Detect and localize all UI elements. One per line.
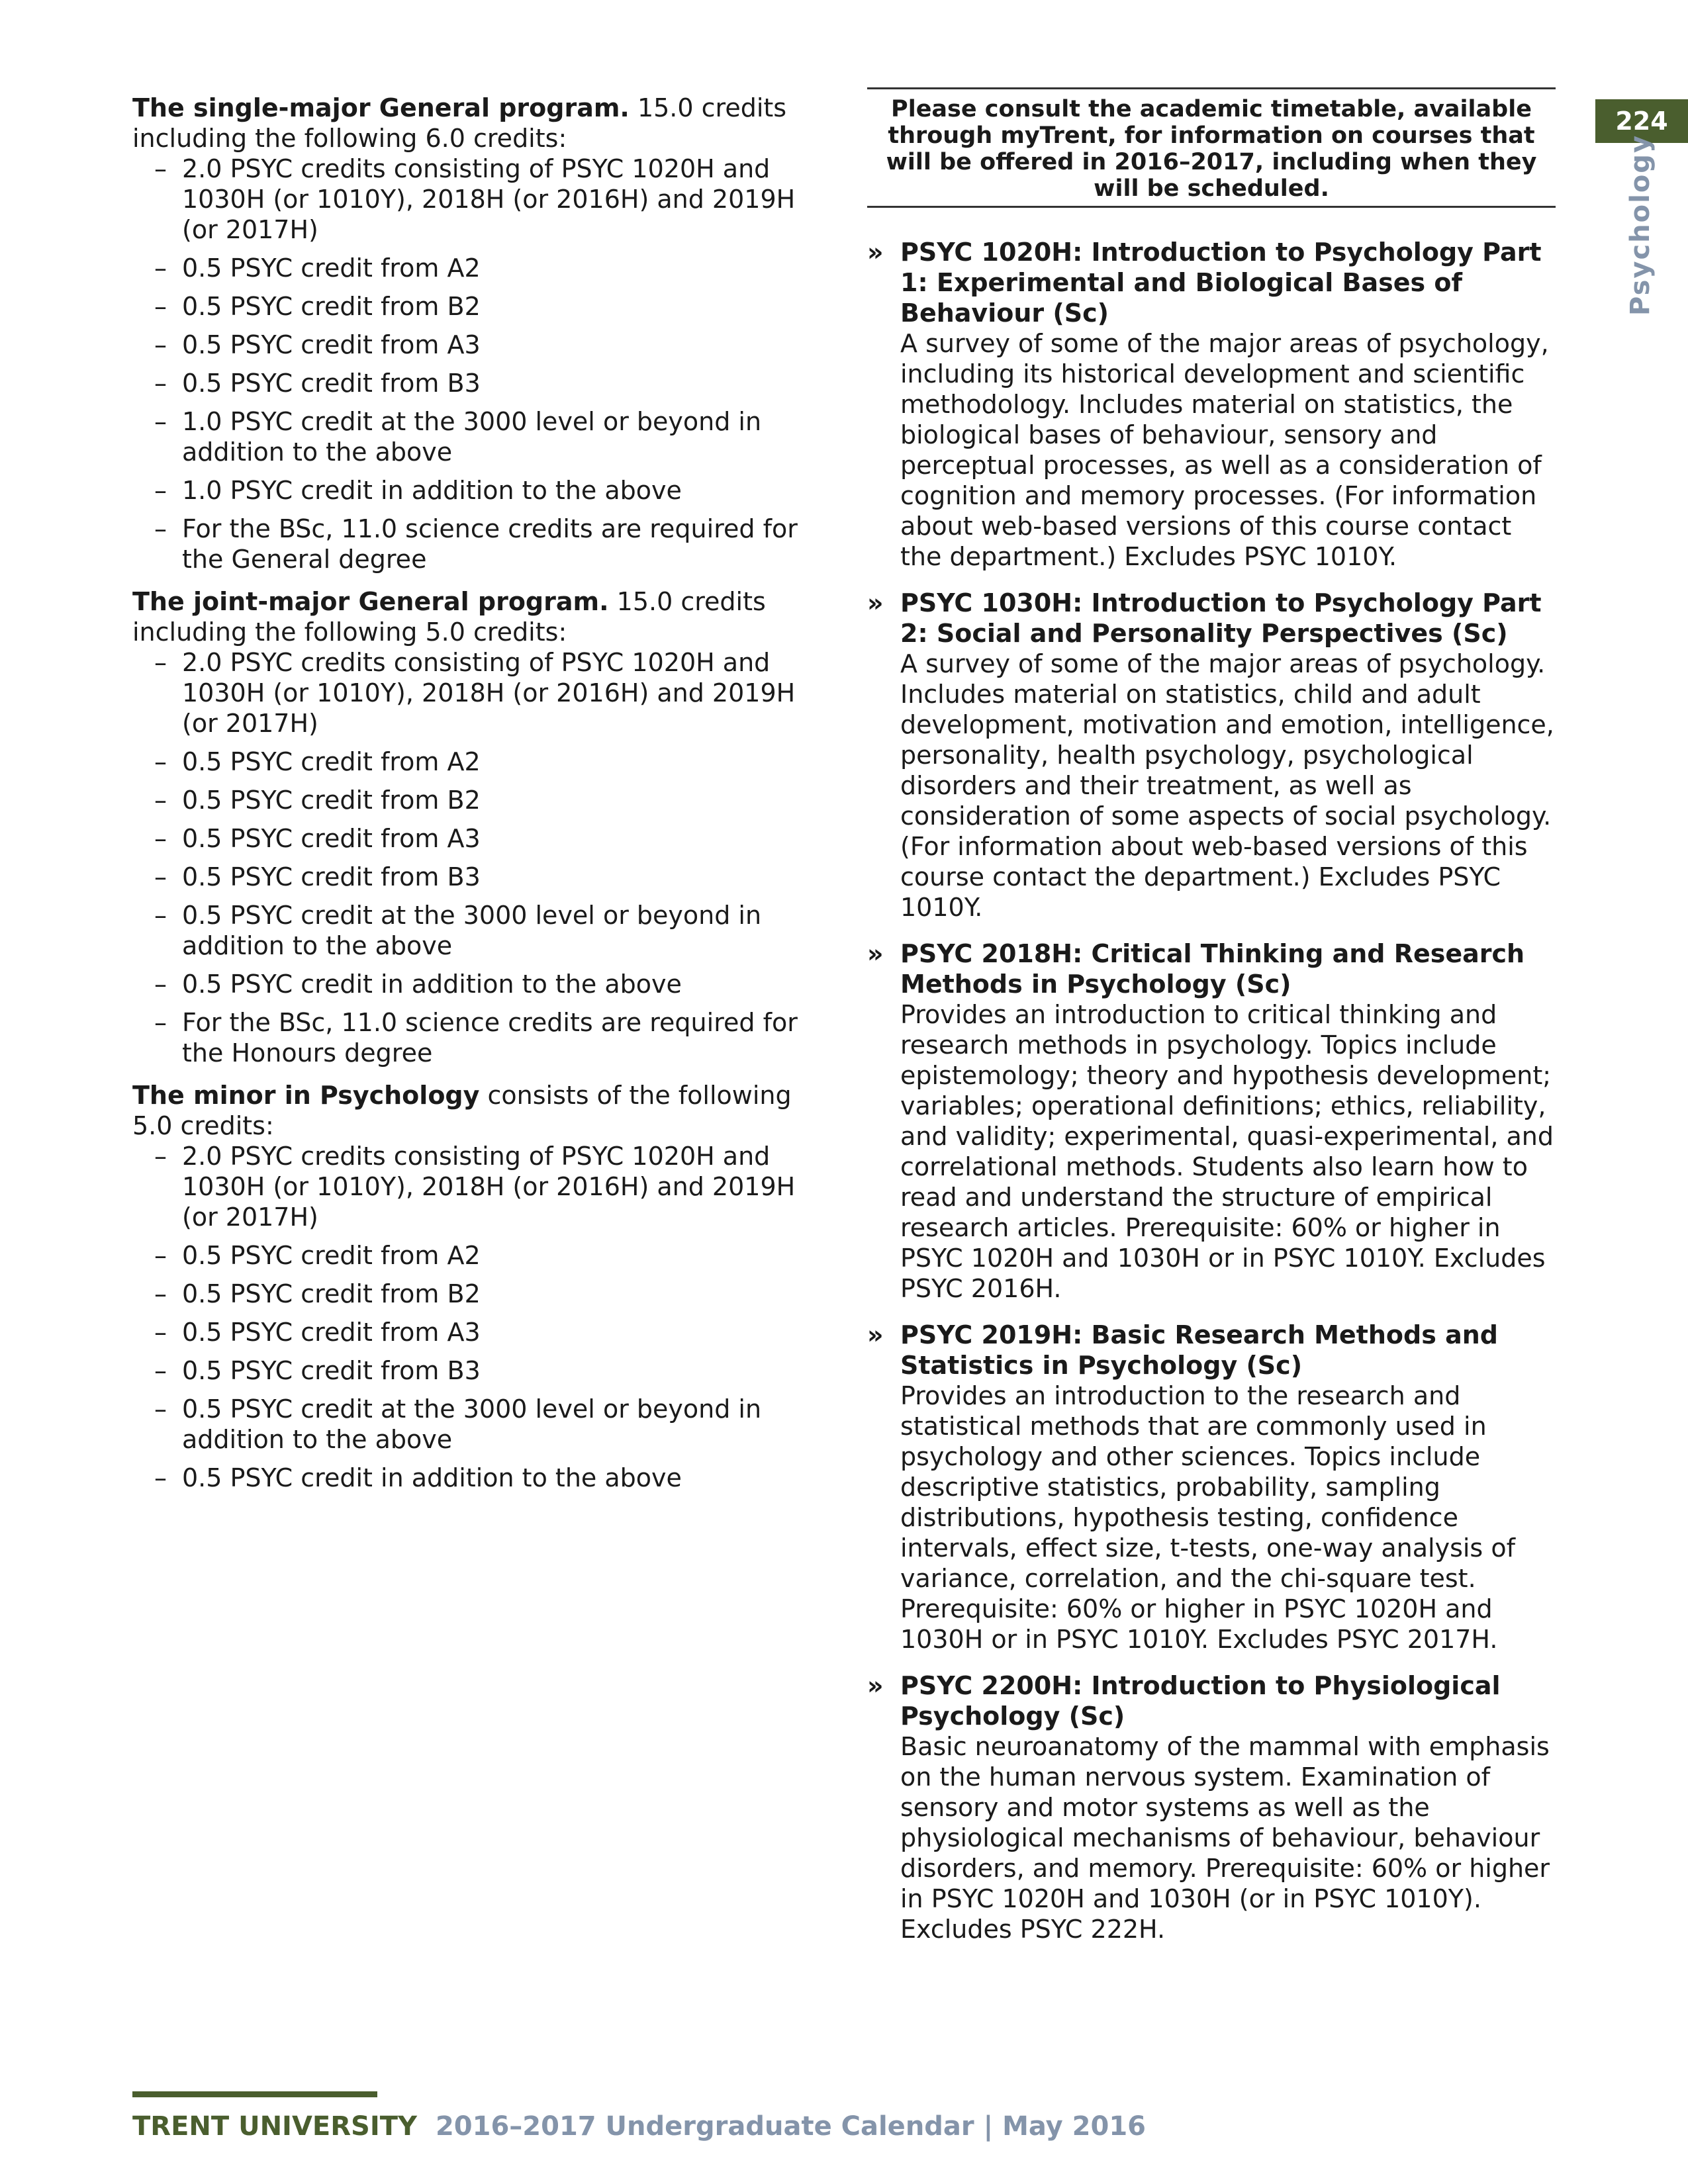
requirement-item [132,900,808,961]
requirement-text: 0.5 PSYC credit from A3 [182,824,481,853]
dash-glyph: – [154,648,167,677]
dash-glyph: – [154,1279,167,1308]
footer-calendar: 2016–2017 Undergraduate Calendar | May 2016 [435,2111,1146,2142]
program-intro: 15.0 credits including the following 6.0 credits: [132,93,787,153]
requirement-text: 2.0 PSYC credits consisting of PSYC 1020H and 1030H (or 1010Y), 2018H (or 2016H) and 2019H (or 2017H) [182,648,796,738]
left-column [132,93,808,1505]
section-label: Psychology [1625,134,1656,316]
dash-glyph: – [154,369,167,398]
course-entry [867,1320,1556,1655]
requirement-text: For the BSc, 11.0 science credits are required for the Honours degree [182,1008,798,1068]
program-block [132,586,808,1068]
dash-glyph: – [154,476,167,505]
dash-glyph: – [154,292,167,321]
requirement-item [132,1240,808,1271]
requirement-item [132,368,808,398]
dash-glyph: – [154,786,167,815]
program-block [132,1080,808,1493]
requirement-item [132,747,808,777]
dash-glyph: – [154,330,167,359]
requirement-item [132,291,808,322]
requirement-item [132,785,808,815]
requirement-item [132,330,808,360]
requirement-item [132,1317,808,1347]
dash-glyph: – [154,1463,167,1492]
page-footer [132,2111,1146,2142]
requirement-item [132,406,808,467]
requirement-text: 1.0 PSYC credit at the 3000 level or beyond in addition to the above [182,407,762,467]
requirement-item [132,475,808,506]
bullet-glyph: » [867,588,884,617]
requirement-text: 0.5 PSYC credit from B3 [182,862,481,891]
requirement-text: 0.5 PSYC credit from B2 [182,786,481,815]
dash-glyph: – [154,970,167,999]
dash-glyph: – [154,901,167,930]
requirement-item [132,1007,808,1068]
course-title: PSYC 2018H: Critical Thinking and Research Methods in Psychology (Sc) [900,939,1525,999]
program-heading [132,1080,808,1141]
program-title: The minor in Psychology [132,1081,480,1110]
dash-glyph: – [154,747,167,776]
requirement-item [132,514,808,574]
course-title: PSYC 1030H: Introduction to Psychology Part 2: Social and Personality Perspectives (Sc) [900,588,1542,648]
dash-glyph: – [154,1394,167,1424]
requirement-item [132,1394,808,1455]
course-description: Provides an introduction to critical thinking and research methods in psychology. Topics include epistemology; theory and hypothesis development; variables; operational definitions; ethics, reliability, and validity; experimental, quasi-experimental, and correlational methods. Students also learn how to read and understand the structure of empirical research articles. Prerequisite: 60% or higher in PSYC 1020H and 1030H or in PSYC 1010Y. Excludes PSYC 2016H. [900,1000,1554,1303]
program-intro: 15.0 credits including the following 5.0 credits: [132,587,766,647]
bullet-glyph: » [867,1671,884,1700]
requirement-item [132,1463,808,1493]
requirement-text: 0.5 PSYC credit from A2 [182,1241,481,1270]
program-title: The single-major General program. [132,93,630,122]
dash-glyph: – [154,1318,167,1347]
course-description: Provides an introduction to the research and statistical methods that are commonly used in psychology and other sciences. Topics include descriptive statistics, probability, sampling distributions, hypothesis testing, confidence intervals, effect size, t-tests, one-way analysis of variance, correlation, and the chi-square test. Prerequisite: 60% or higher in PSYC 1020H and 1030H or in PSYC 1010Y. Excludes PSYC 2017H. [900,1381,1515,1654]
page-number-tab: 224 [1595,99,1688,143]
requirement-text: 0.5 PSYC credit from B2 [182,1279,481,1308]
course-title: PSYC 2200H: Introduction to Physiological Psychology (Sc) [900,1671,1501,1731]
requirement-item [132,862,808,892]
course-entry [867,237,1556,572]
dash-glyph: – [154,862,167,891]
dash-glyph: – [154,154,167,183]
timetable-notice: Please consult the academic timetable, available through myTrent, for information on courses that will be offered in 2016–2017, including when they will be scheduled. [867,87,1556,208]
bullet-glyph: » [867,939,884,968]
requirement-text: 0.5 PSYC credit from A3 [182,1318,481,1347]
requirement-text: 0.5 PSYC credit from A3 [182,330,481,359]
bullet-glyph: » [867,238,884,267]
requirement-text: 0.5 PSYC credit from A2 [182,253,481,283]
program-intro: consists of the following 5.0 credits: [132,1081,792,1140]
course-entry [867,1670,1556,1944]
requirement-text: 1.0 PSYC credit in addition to the above [182,476,682,505]
course-description: A survey of some of the major areas of psychology, including its historical development and scientific methodology. Includes material on statistics, the biological bases of behaviour, sensory and perceptual processes, as well as a consideration of cognition and memory processes. (For information about web-based versions of this course contact the department.) Excludes PSYC 1010Y. [900,329,1549,571]
course-entry [867,588,1556,923]
dash-glyph: – [154,407,167,436]
requirement-text: 0.5 PSYC credit from B2 [182,292,481,321]
requirement-list [132,154,808,574]
requirement-text: 0.5 PSYC credit at the 3000 level or beyond in addition to the above [182,1394,762,1454]
requirement-text: 0.5 PSYC credit from A2 [182,747,481,776]
requirement-text: 0.5 PSYC credit at the 3000 level or beyond in addition to the above [182,901,762,960]
dash-glyph: – [154,514,167,543]
requirement-text: 0.5 PSYC credit from B3 [182,1356,481,1385]
requirement-item [132,154,808,245]
requirement-item [132,969,808,999]
footer-university: TRENT UNIVERSITY [132,2111,417,2142]
course-entry [867,938,1556,1304]
dash-glyph: – [154,1356,167,1385]
requirement-text: 2.0 PSYC credits consisting of PSYC 1020H and 1030H (or 1010Y), 2018H (or 2016H) and 2019H (or 2017H) [182,154,796,244]
course-description: A survey of some of the major areas of psychology. Includes material on statistics, child and adult development, motivation and emotion, intelligence, personality, health psychology, psychological disorders and their treatment, as well as consideration of some aspects of social psychology. (For information about web-based versions of this course contact the department.) Excludes PSYC 1010Y. [900,649,1554,922]
requirement-text: For the BSc, 11.0 science credits are required for the General degree [182,514,798,574]
requirement-list [132,647,808,1068]
program-heading [132,93,808,154]
program-heading [132,586,808,647]
requirement-text: 0.5 PSYC credit in addition to the above [182,970,682,999]
requirement-item [132,647,808,739]
requirement-text: 2.0 PSYC credits consisting of PSYC 1020H and 1030H (or 1010Y), 2018H (or 2016H) and 2019H (or 2017H) [182,1142,796,1232]
requirement-text: 0.5 PSYC credit in addition to the above [182,1463,682,1492]
course-title: PSYC 2019H: Basic Research Methods and Statistics in Psychology (Sc) [900,1320,1498,1380]
dash-glyph: – [154,1241,167,1270]
program-block [132,93,808,574]
course-description: Basic neuroanatomy of the mammal with emphasis on the human nervous system. Examination of sensory and motor systems as well as the physiological mechanisms of behaviour, behaviour disorders, and memory. Prerequisite: 60% or higher in PSYC 1020H and 1030H (or in PSYC 1010Y). Excludes PSYC 222H. [900,1732,1550,1944]
program-title: The joint-major General program. [132,587,609,616]
dash-glyph: – [154,253,167,283]
right-column [867,87,1556,1960]
footer-rule [132,2091,377,2097]
dash-glyph: – [154,1008,167,1037]
requirement-item [132,1141,808,1232]
dash-glyph: – [154,1142,167,1171]
requirement-item [132,823,808,854]
requirement-text: 0.5 PSYC credit from B3 [182,369,481,398]
requirement-item [132,1355,808,1386]
course-title: PSYC 1020H: Introduction to Psychology Part 1: Experimental and Biological Bases of Behaviour (Sc) [900,238,1542,328]
requirement-item [132,1279,808,1309]
bullet-glyph: » [867,1320,884,1349]
dash-glyph: – [154,824,167,853]
requirement-item [132,253,808,283]
requirement-list [132,1141,808,1493]
